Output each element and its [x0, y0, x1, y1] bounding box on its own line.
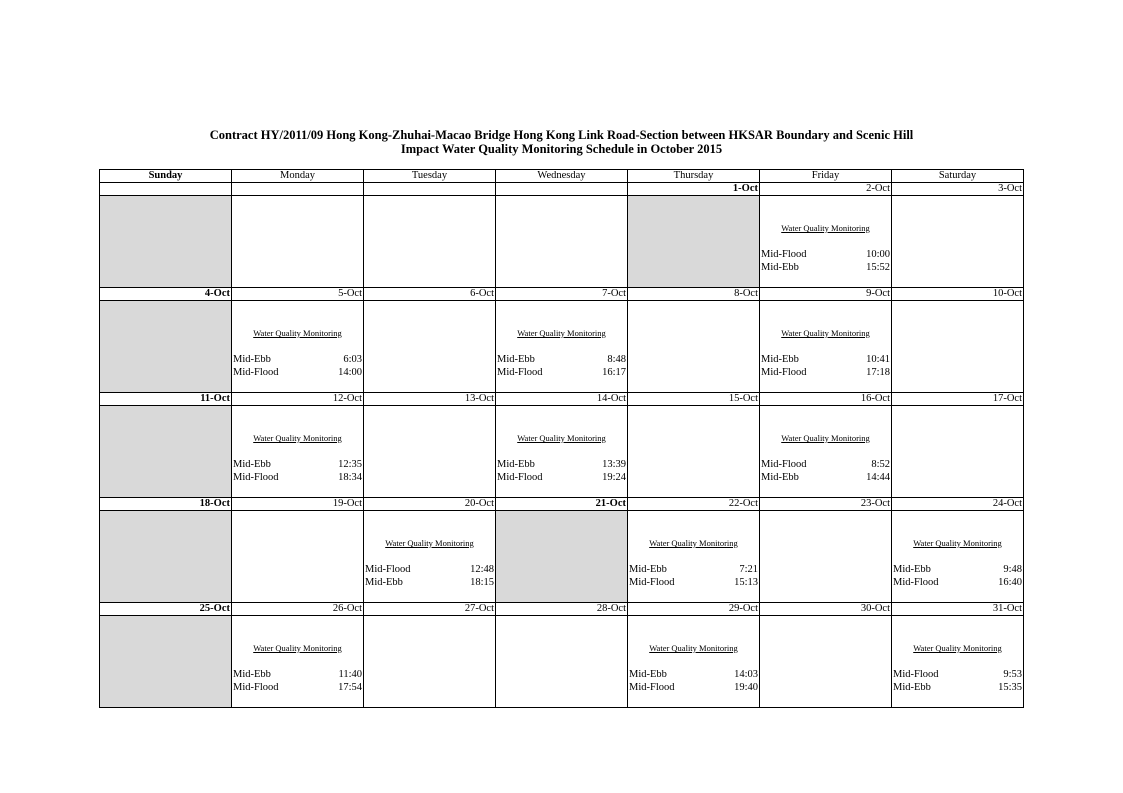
tide-label: Mid-Flood — [497, 367, 543, 378]
weekday-header-friday: Friday — [760, 170, 892, 183]
tide-label: Mid-Flood — [497, 472, 543, 483]
tide-label: Mid-Ebb — [497, 459, 535, 470]
week-body-row — [100, 616, 1024, 708]
tide-session — [761, 471, 890, 484]
date-cell: 4-Oct — [100, 288, 232, 301]
tide-time: 12:48 — [470, 564, 494, 575]
monitoring-heading: Water Quality Monitoring — [517, 433, 606, 443]
date-cell: 10-Oct — [892, 288, 1024, 301]
tide-label: Mid-Flood — [761, 249, 807, 260]
date-cell: 20-Oct — [364, 498, 496, 511]
day-cell — [496, 301, 628, 393]
tide-time: 10:00 — [866, 249, 890, 260]
monitoring-entry — [892, 616, 1023, 707]
week-body-row — [100, 196, 1024, 288]
weekday-header-wednesday: Wednesday — [496, 170, 628, 183]
date-cell: 3-Oct — [892, 183, 1024, 196]
date-cell: 14-Oct — [496, 393, 628, 406]
tide-label: Mid-Flood — [761, 367, 807, 378]
tide-label: Mid-Flood — [233, 472, 279, 483]
tide-time: 10:41 — [866, 354, 890, 365]
monitoring-entry — [760, 196, 891, 287]
date-cell: 19-Oct — [232, 498, 364, 511]
monitoring-heading: Water Quality Monitoring — [253, 643, 342, 653]
monitoring-entry — [760, 406, 891, 497]
tide-label: Mid-Flood — [233, 367, 279, 378]
tide-session — [233, 471, 362, 484]
tide-label: Mid-Ebb — [893, 564, 931, 575]
date-cell: 21-Oct — [496, 498, 628, 511]
tide-time: 15:35 — [998, 682, 1022, 693]
monitoring-heading: Water Quality Monitoring — [649, 643, 738, 653]
tide-time: 19:40 — [734, 682, 758, 693]
week-date-row — [100, 183, 1024, 196]
monitoring-entry — [628, 511, 759, 602]
tide-time: 16:40 — [998, 577, 1022, 588]
monitoring-heading: Water Quality Monitoring — [913, 538, 1002, 548]
date-cell: 7-Oct — [496, 288, 628, 301]
tide-time: 12:35 — [338, 459, 362, 470]
tide-time: 7:21 — [739, 564, 758, 575]
date-cell: 16-Oct — [760, 393, 892, 406]
date-cell: 9-Oct — [760, 288, 892, 301]
monitoring-heading: Water Quality Monitoring — [253, 328, 342, 338]
monitoring-entry — [628, 616, 759, 707]
tide-label: Mid-Ebb — [233, 669, 271, 680]
tide-time: 19:24 — [602, 472, 626, 483]
monitoring-heading: Water Quality Monitoring — [517, 328, 606, 338]
date-cell — [496, 183, 628, 196]
tide-session — [761, 248, 890, 261]
schedule-title-subtitle: Impact Water Quality Monitoring Schedule in October 2015 — [400, 142, 723, 156]
tide-label: Mid-Ebb — [761, 472, 799, 483]
week-body-row — [100, 511, 1024, 603]
date-cell: 17-Oct — [892, 393, 1024, 406]
monitoring-entry — [232, 301, 363, 392]
tide-label: Mid-Flood — [365, 564, 411, 575]
date-cell: 15-Oct — [628, 393, 760, 406]
tide-label: Mid-Ebb — [893, 682, 931, 693]
weekday-header-thursday: Thursday — [628, 170, 760, 183]
tide-session — [629, 563, 758, 576]
day-cell — [628, 511, 760, 603]
tide-time: 8:52 — [871, 459, 890, 470]
tide-label: Mid-Flood — [629, 577, 675, 588]
monitoring-entry — [364, 511, 495, 602]
monitoring-heading: Water Quality Monitoring — [253, 433, 342, 443]
tide-session — [497, 471, 626, 484]
date-cell — [232, 183, 364, 196]
date-cell: 30-Oct — [760, 603, 892, 616]
tide-session — [893, 576, 1022, 589]
monitoring-heading: Water Quality Monitoring — [781, 328, 870, 338]
tide-time: 9:53 — [1003, 669, 1022, 680]
date-cell: 8-Oct — [628, 288, 760, 301]
weekday-header-monday: Monday — [232, 170, 364, 183]
day-cell — [892, 406, 1024, 498]
day-cell — [364, 406, 496, 498]
day-cell — [364, 616, 496, 708]
week-date-row — [100, 288, 1024, 301]
tide-session — [233, 458, 362, 471]
day-cell — [496, 511, 628, 603]
date-cell: 27-Oct — [364, 603, 496, 616]
week-body-row — [100, 406, 1024, 498]
tide-time: 13:39 — [602, 459, 626, 470]
monitoring-heading: Water Quality Monitoring — [781, 433, 870, 443]
date-cell: 12-Oct — [232, 393, 364, 406]
date-cell: 11-Oct — [100, 393, 232, 406]
weekday-header-row — [100, 170, 1024, 183]
monitoring-entry — [496, 301, 627, 392]
day-cell — [892, 511, 1024, 603]
tide-time: 15:13 — [734, 577, 758, 588]
tide-time: 15:52 — [866, 262, 890, 273]
monitoring-entry — [892, 511, 1023, 602]
day-cell — [760, 196, 892, 288]
tide-session — [497, 458, 626, 471]
day-cell — [760, 616, 892, 708]
date-cell: 18-Oct — [100, 498, 232, 511]
tide-session — [893, 563, 1022, 576]
date-cell: 1-Oct — [628, 183, 760, 196]
monitoring-heading: Water Quality Monitoring — [649, 538, 738, 548]
weekday-header-saturday: Saturday — [892, 170, 1024, 183]
tide-label: Mid-Ebb — [629, 669, 667, 680]
tide-session — [761, 353, 890, 366]
tide-session — [761, 366, 890, 379]
day-cell — [100, 616, 232, 708]
tide-time: 17:54 — [338, 682, 362, 693]
day-cell — [760, 301, 892, 393]
day-cell — [892, 616, 1024, 708]
day-cell — [100, 511, 232, 603]
date-cell: 24-Oct — [892, 498, 1024, 511]
week-date-row — [100, 498, 1024, 511]
tide-label: Mid-Ebb — [365, 577, 403, 588]
date-cell: 6-Oct — [364, 288, 496, 301]
day-cell — [628, 616, 760, 708]
tide-session — [761, 458, 890, 471]
tide-session — [233, 668, 362, 681]
tide-time: 17:18 — [866, 367, 890, 378]
tide-session — [629, 681, 758, 694]
monitoring-heading: Water Quality Monitoring — [781, 223, 870, 233]
monitoring-entry — [760, 301, 891, 392]
monitoring-entry — [232, 616, 363, 707]
tide-session — [893, 668, 1022, 681]
day-cell — [496, 616, 628, 708]
date-cell: 22-Oct — [628, 498, 760, 511]
tide-label: Mid-Flood — [893, 577, 939, 588]
tide-session — [233, 353, 362, 366]
tide-session — [497, 366, 626, 379]
tide-label: Mid-Ebb — [629, 564, 667, 575]
day-cell — [628, 196, 760, 288]
tide-time: 14:00 — [338, 367, 362, 378]
date-cell: 29-Oct — [628, 603, 760, 616]
date-cell: 31-Oct — [892, 603, 1024, 616]
date-cell: 28-Oct — [496, 603, 628, 616]
weekday-header-sunday: Sunday — [100, 170, 232, 183]
tide-session — [233, 366, 362, 379]
date-cell: 2-Oct — [760, 183, 892, 196]
tide-session — [761, 261, 890, 274]
tide-label: Mid-Ebb — [761, 354, 799, 365]
tide-label: Mid-Ebb — [761, 262, 799, 273]
date-cell: 23-Oct — [760, 498, 892, 511]
monitoring-heading: Water Quality Monitoring — [913, 643, 1002, 653]
tide-session — [893, 681, 1022, 694]
weekday-header-tuesday: Tuesday — [364, 170, 496, 183]
tide-time: 14:44 — [866, 472, 890, 483]
tide-time: 9:48 — [1003, 564, 1022, 575]
tide-time: 8:48 — [607, 354, 626, 365]
tide-session — [629, 576, 758, 589]
day-cell — [100, 196, 232, 288]
day-cell — [232, 196, 364, 288]
tide-label: Mid-Flood — [233, 682, 279, 693]
tide-time: 14:03 — [734, 669, 758, 680]
day-cell — [892, 196, 1024, 288]
day-cell — [100, 406, 232, 498]
day-cell — [364, 301, 496, 393]
tide-session — [233, 681, 362, 694]
monitoring-entry — [232, 406, 363, 497]
day-cell — [364, 196, 496, 288]
day-cell — [628, 406, 760, 498]
calendar-table — [99, 169, 1024, 708]
tide-label: Mid-Ebb — [233, 459, 271, 470]
tide-time: 16:17 — [602, 367, 626, 378]
day-cell — [628, 301, 760, 393]
day-cell — [496, 406, 628, 498]
date-cell — [364, 183, 496, 196]
day-cell — [892, 301, 1024, 393]
day-cell — [232, 511, 364, 603]
tide-label: Mid-Flood — [629, 682, 675, 693]
day-cell — [364, 511, 496, 603]
date-cell: 5-Oct — [232, 288, 364, 301]
day-cell — [496, 196, 628, 288]
week-date-row — [100, 603, 1024, 616]
schedule-title-contract: Contract HY/2011/09 Hong Kong-Zhuhai-Macao Bridge Hong Kong Link Road-Section between HKSAR Boundary and Scenic Hill — [209, 128, 914, 142]
tide-time: 11:40 — [338, 669, 362, 680]
tide-label: Mid-Flood — [761, 459, 807, 470]
tide-session — [497, 353, 626, 366]
week-date-row — [100, 393, 1024, 406]
tide-label: Mid-Flood — [893, 669, 939, 680]
day-cell — [232, 616, 364, 708]
day-cell — [760, 511, 892, 603]
day-cell — [760, 406, 892, 498]
tide-session — [365, 563, 494, 576]
tide-label: Mid-Ebb — [497, 354, 535, 365]
week-body-row — [100, 301, 1024, 393]
monitoring-entry — [496, 406, 627, 497]
date-cell: 26-Oct — [232, 603, 364, 616]
day-cell — [232, 301, 364, 393]
monitoring-heading: Water Quality Monitoring — [385, 538, 474, 548]
tide-time: 18:15 — [470, 577, 494, 588]
date-cell: 13-Oct — [364, 393, 496, 406]
date-cell: 25-Oct — [100, 603, 232, 616]
tide-time: 18:34 — [338, 472, 362, 483]
day-cell — [100, 301, 232, 393]
tide-label: Mid-Ebb — [233, 354, 271, 365]
date-cell — [100, 183, 232, 196]
tide-session — [365, 576, 494, 589]
day-cell — [232, 406, 364, 498]
tide-time: 6:03 — [343, 354, 362, 365]
tide-session — [629, 668, 758, 681]
